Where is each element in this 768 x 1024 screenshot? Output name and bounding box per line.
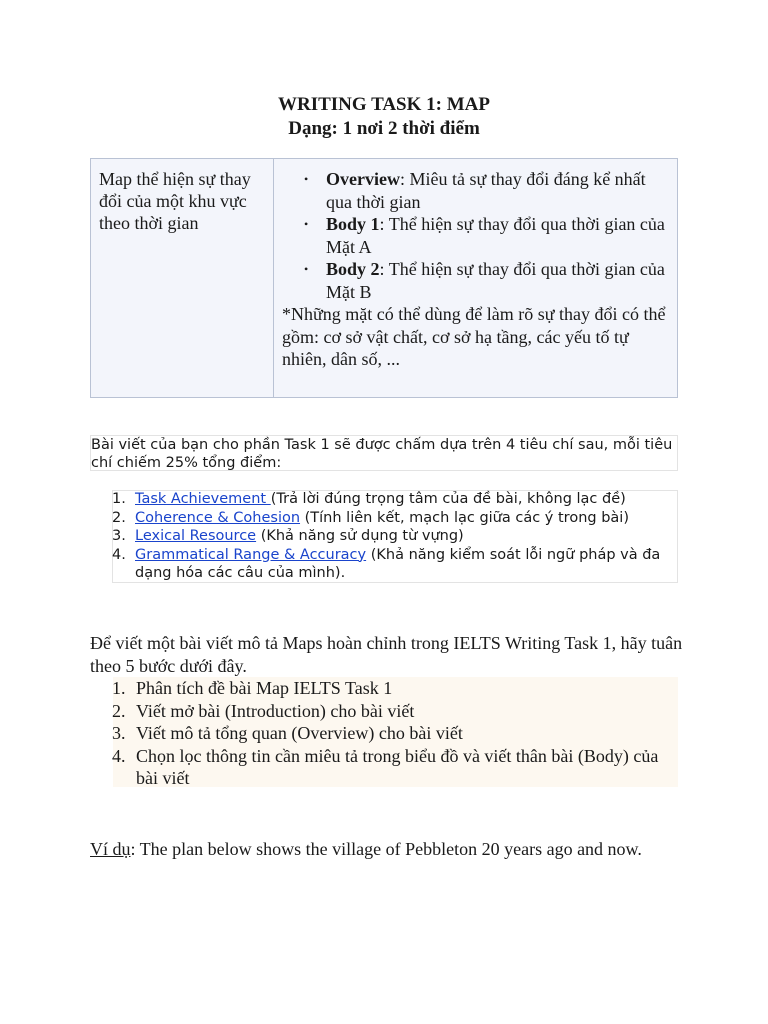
table-cell-structure xyxy=(274,159,677,397)
list-item xyxy=(90,509,678,528)
list-item xyxy=(90,527,678,546)
criteria-list xyxy=(90,490,678,583)
list-number: 4. xyxy=(112,546,126,563)
list-item xyxy=(90,745,678,790)
step-text: Viết mở bài (Introduction) cho bài viết xyxy=(136,700,415,721)
criteria-intro: Bài viết của bạn cho phần Task 1 sẽ được chấm dựa trên 4 tiêu chí sau, mỗi tiêu chí chiếm 25% tổng điểm: xyxy=(90,435,678,471)
list-item xyxy=(90,490,678,509)
step-text: Chọn lọc thông tin cần miêu tả trong biểu đồ và viết thân bài (Body) của bài viết xyxy=(136,745,659,788)
steps-intro: Để viết một bài viết mô tả Maps hoàn chỉnh trong IELTS Writing Task 1, hãy tuân theo 5 bước dưới đây. xyxy=(90,633,683,676)
criterion-link-grammatical-range[interactable]: Grammatical Range & Accuracy xyxy=(135,546,367,563)
list-number: 2. xyxy=(112,509,126,526)
step-text: Viết mô tả tổng quan (Overview) cho bài viết xyxy=(136,723,463,743)
example-text: : The plan below shows the village of Pebbleton 20 years ago and now. xyxy=(130,839,642,859)
list-number: 3. xyxy=(112,528,126,544)
table-note: *Những mặt có thể dùng để làm rõ sự thay đổi có thể gồm: cơ sở vật chất, cơ sở hạ tầng, các yếu tố tự nhiên, dân số, ... xyxy=(282,304,666,369)
criterion-description: (Trả lời đúng trọng tâm của đề bài, không lạc đề) xyxy=(270,491,626,507)
step-text: Phân tích đề bài Map IELTS Task 1 xyxy=(136,678,393,698)
bullet-text: : Thể hiện sự thay đổi qua thời gian của Mặt A xyxy=(326,214,665,257)
bullet-bold-label: Overview xyxy=(326,169,400,189)
list-item xyxy=(90,546,678,583)
example-label: Ví dụ xyxy=(90,839,131,859)
list-item xyxy=(90,700,678,723)
list-item xyxy=(326,168,669,213)
page-title xyxy=(0,93,768,141)
bullet-text: : Miêu tả sự thay đổi đáng kể nhất qua thời gian xyxy=(326,169,646,212)
title-line-2: Dạng: 1 nơi 2 thời điểm xyxy=(288,118,480,139)
table-cell-description: Map thể hiện sự thay đổi của một khu vực theo thời gian xyxy=(91,159,274,397)
list-number: 4. xyxy=(112,745,126,766)
example-line xyxy=(90,838,642,861)
list-number: 2. xyxy=(112,700,126,721)
structure-table xyxy=(90,158,678,398)
list-number: 3. xyxy=(112,723,126,743)
bullet-bold-label: Body 2 xyxy=(326,259,380,279)
criterion-link-coherence-cohesion[interactable]: Coherence & Cohesion xyxy=(135,509,301,526)
list-item xyxy=(326,213,669,258)
list-item xyxy=(90,722,678,745)
title-line-1: WRITING TASK 1: MAP xyxy=(277,94,490,115)
structure-bullet-list xyxy=(282,168,669,303)
criterion-link-lexical-resource[interactable]: Lexical Resource xyxy=(135,528,257,544)
list-item xyxy=(90,677,678,700)
list-number: 1. xyxy=(112,491,126,507)
steps-list xyxy=(90,677,678,790)
criterion-description: (Khả năng kiểm soát lỗi ngữ pháp và đa dạng hóa các câu của mình). xyxy=(135,546,661,581)
bullet-bold-label: Body 1 xyxy=(326,214,380,234)
criterion-description: (Khả năng sử dụng từ vựng) xyxy=(256,528,464,544)
criterion-description: (Tính liên kết, mạch lạc giữa các ý trong bài) xyxy=(300,509,629,526)
bullet-text: : Thể hiện sự thay đổi qua thời gian của Mặt B xyxy=(326,259,665,302)
list-item xyxy=(326,258,669,303)
criterion-link-task-achievement[interactable]: Task Achievement xyxy=(135,491,271,507)
list-number: 1. xyxy=(112,678,126,698)
